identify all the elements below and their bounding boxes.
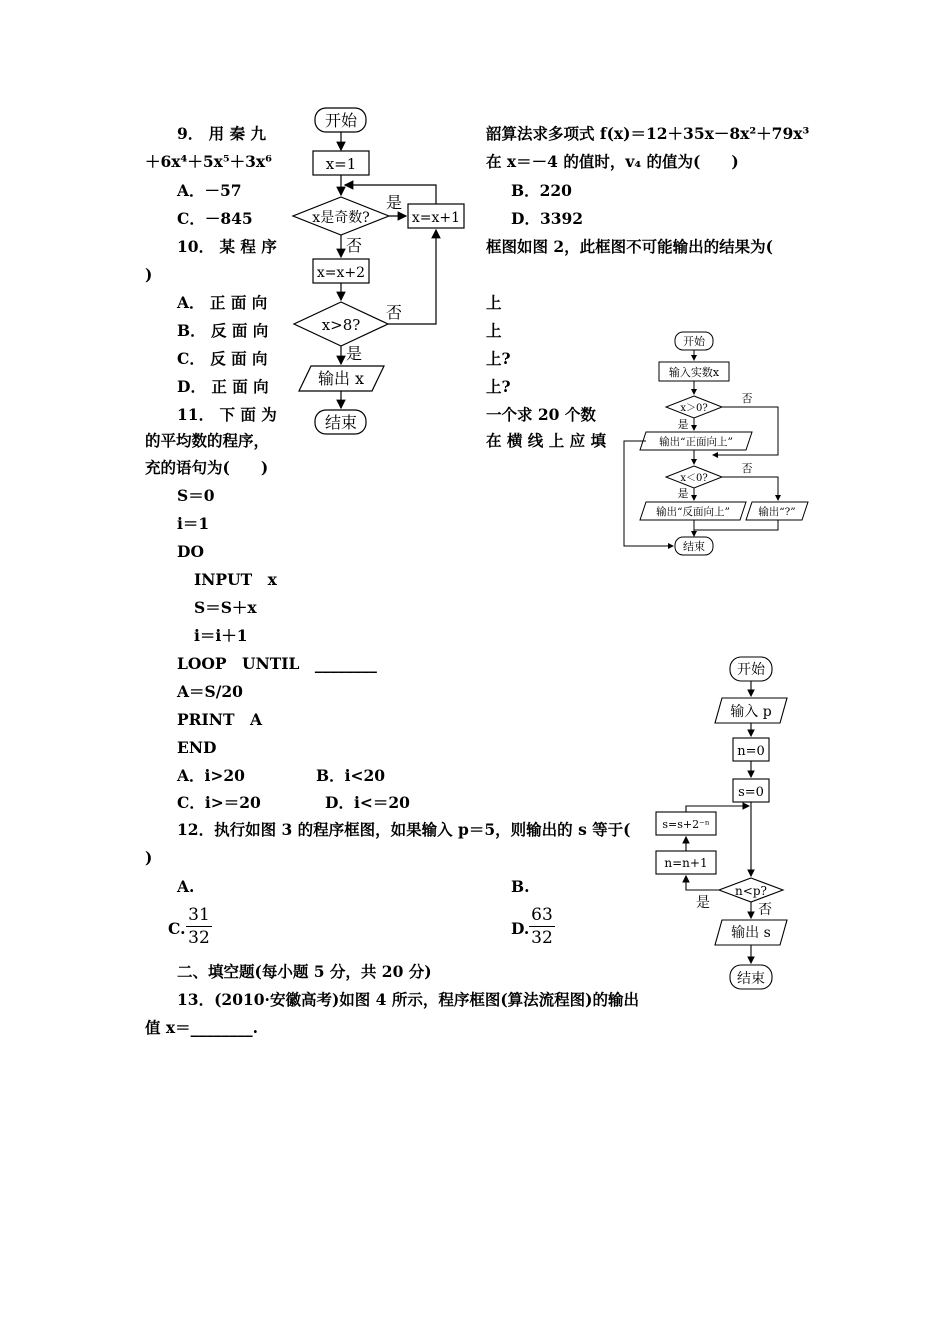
- q11-line1-left: 11． 下 面 为: [177, 405, 277, 424]
- code-line: DO: [177, 542, 204, 561]
- flow1-no1: 否: [345, 236, 363, 255]
- code-line: i＝i＋1: [194, 626, 248, 645]
- flow2-end-label: 结束: [683, 540, 705, 553]
- flow2-out2-label: 输出“反面向上”: [656, 506, 730, 518]
- flow3-end-label: 结束: [737, 971, 765, 987]
- code-line: LOOP UNTIL ________: [177, 654, 377, 673]
- section-heading: 二、填空题(每小题 5 分，共 20 分): [177, 962, 432, 981]
- q12-fraction-c: [186, 905, 212, 948]
- q10-line1-left: 10． 某 程 序: [177, 237, 277, 256]
- q11-option-a: A．i>20: [177, 766, 245, 785]
- q9-line2-right: 在 x＝－4 的值时，v₄ 的值为( ): [486, 152, 739, 171]
- q11-option-b: B．i<20: [316, 766, 386, 785]
- flow3-update-s-label: s=s+2⁻ⁿ: [662, 818, 710, 831]
- flow1-output-label: 输出 x: [317, 369, 365, 388]
- q9-line1-left: 9． 用 秦 九: [177, 124, 266, 143]
- q11-option-c: C．i>＝20: [177, 793, 261, 812]
- q10-option-a-end: 上: [486, 293, 502, 312]
- fraction-bar: [186, 926, 212, 927]
- flow2-cond1-label: x＞0?: [680, 403, 708, 414]
- flow3-input-label: 输入 p: [730, 704, 772, 720]
- flow2-out3-label: 输出“?”: [758, 506, 796, 518]
- code-line: S＝0: [177, 486, 215, 505]
- flow3-start-label: 开始: [737, 662, 765, 678]
- flow2-input-label: 输入实数x: [668, 366, 720, 379]
- flowchart-2: [618, 325, 818, 560]
- q11-line1-right: 一个求 20 个数: [486, 405, 596, 424]
- q10-option-d-end: 上?: [486, 377, 511, 396]
- flow2-no2: 否: [741, 462, 753, 475]
- q11-option-d: D．i<＝20: [325, 793, 410, 812]
- q13-line2: 值 x＝________.: [145, 1018, 259, 1037]
- flow2-out1-label: 输出“正面向上”: [659, 436, 733, 448]
- flow1-no2: 否: [385, 303, 403, 322]
- numerator: 31: [188, 905, 210, 925]
- q10-line2: ): [145, 265, 153, 284]
- flowchart-1: [285, 100, 485, 445]
- flow3-update-n-label: n=n+1: [664, 856, 708, 870]
- q10-option-a: A． 正 面 向: [177, 293, 268, 312]
- q10-option-c: C． 反 面 向: [177, 349, 268, 368]
- flow1-inc1-label: x=x+1: [411, 210, 461, 226]
- flow1-yes1: 是: [385, 193, 403, 212]
- q10-option-d: D． 正 面 向: [177, 377, 269, 396]
- q12-option-a: A.: [177, 877, 195, 896]
- flow1-yes2: 是: [345, 344, 363, 363]
- flow1-cond2-label: x>8?: [321, 316, 361, 334]
- q12-option-b: B.: [511, 877, 530, 896]
- q10-option-b: B． 反 面 向: [177, 321, 269, 340]
- q9-option-c: C．－845: [177, 209, 253, 228]
- flow1-start-label: 开始: [324, 111, 358, 130]
- flow1-assign-label: x=1: [325, 155, 357, 173]
- flow2-no1: 否: [741, 392, 753, 405]
- q9-line2-left: ＋6x⁴＋5x⁵＋3x⁶: [145, 152, 272, 171]
- flow2-yes1: 是: [677, 418, 689, 431]
- flowchart-3: [650, 650, 800, 995]
- q13-line1: 13．(2010·安徽高考)如图 4 所示，程序框图(算法流程图)的输出: [177, 990, 640, 1009]
- flow3-yes: 是: [696, 895, 710, 911]
- flow2-start-label: 开始: [683, 335, 705, 348]
- q9-line1-right: 韶算法求多项式 f(x)＝12＋35x－8x²＋79x³: [486, 124, 810, 143]
- q10-option-c-end: 上?: [486, 349, 511, 368]
- denominator: 32: [188, 928, 210, 948]
- q9-option-a: A．－57: [177, 181, 242, 200]
- q11-line3: 充的语句为( ): [145, 458, 269, 477]
- flow3-no: 否: [758, 902, 772, 918]
- flow1-inc2-label: x=x+2: [316, 265, 366, 281]
- flow3-output-label: 输出 s: [731, 925, 771, 941]
- flow2-yes2: 是: [677, 487, 689, 500]
- code-line: A＝S/20: [177, 682, 243, 701]
- q12-option-d: D.: [511, 919, 530, 938]
- q9-option-b: B．220: [511, 181, 572, 200]
- q12-line1: 12．执行如图 3 的程序框图，如果输入 p＝5，则输出的 s 等于(: [177, 820, 631, 839]
- denominator: 32: [531, 928, 553, 948]
- flow3-n0-label: n=0: [737, 744, 765, 759]
- code-line: S＝S＋x: [194, 598, 257, 617]
- q9-option-d: D．3392: [511, 209, 584, 228]
- flow3-s0-label: s=0: [738, 785, 764, 800]
- q11-line2-left: 的平均数的程序，: [145, 431, 270, 450]
- q12-line2: ): [145, 848, 153, 867]
- q10-line1-right: 框图如图 2，此框图不可能输出的结果为(: [486, 237, 774, 256]
- flow1-end-label: 结束: [324, 413, 358, 432]
- q12-option-c: C.: [168, 919, 186, 938]
- flow3-cond-label: n<p?: [735, 884, 767, 898]
- code-line: INPUT x: [194, 570, 277, 589]
- code-line: i＝1: [177, 514, 210, 533]
- code-line: END: [177, 738, 217, 757]
- q10-option-b-end: 上: [486, 321, 502, 340]
- fraction-bar: [529, 926, 555, 927]
- flow2-cond2-label: x＜0?: [680, 473, 708, 484]
- code-line: PRINT A: [177, 710, 263, 729]
- flow1-cond1-label: x是奇数?: [312, 210, 370, 226]
- q11-line2-right: 在 横 线 上 应 填: [486, 431, 606, 450]
- q12-fraction-d: [529, 905, 555, 948]
- numerator: 63: [531, 905, 553, 925]
